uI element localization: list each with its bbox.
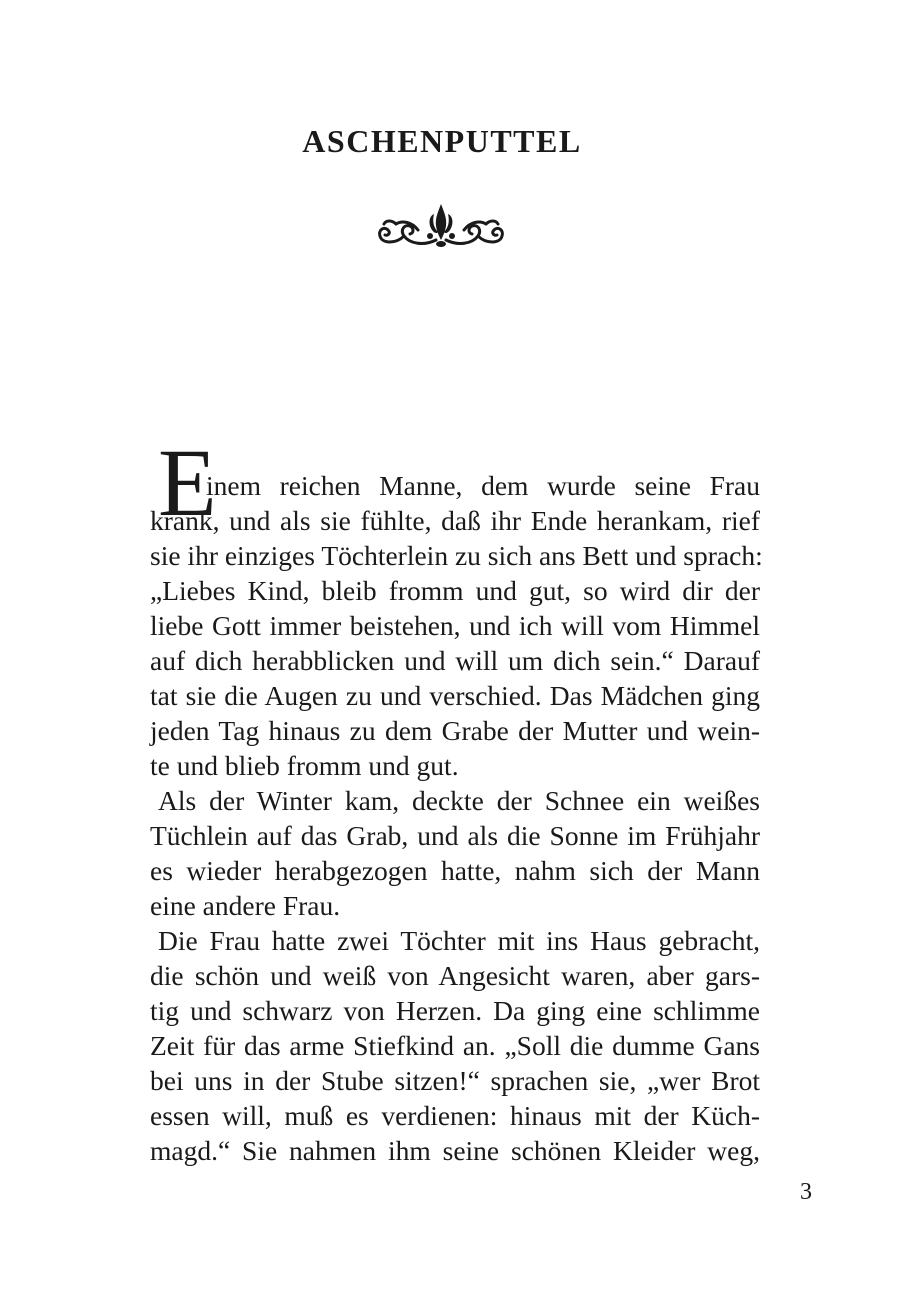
text-line: sie ihr einziges Töchterlein zu sich ans Bett und sprach: bbox=[150, 540, 763, 571]
fleuron-ornament-icon bbox=[374, 200, 508, 252]
text-line: „Liebes Kind, bleib fromm und gut, so wird dir der bbox=[150, 575, 760, 606]
text-line: Tüchlein auf das Grab, und als die Sonne im Frühjahr bbox=[150, 820, 760, 851]
text-line: es wieder herabgezogen hatte, nahm sich der Mann bbox=[150, 855, 760, 886]
text-line: magd.“ Sie nahmen ihm seine schönen Kleider weg, bbox=[150, 1135, 760, 1166]
text-line: tat sie die Augen zu und verschied. Das Mädchen ging bbox=[150, 680, 760, 711]
drop-cap: E bbox=[158, 429, 217, 536]
text-line: jeden Tag hinaus zu dem Grabe der Mutter und wein- bbox=[150, 715, 760, 746]
text-line: die schön und weiß von Angesicht waren, aber gars- bbox=[150, 960, 760, 991]
page-number: 3 bbox=[800, 1179, 812, 1205]
text-line: Als der Winter kam, deckte der Schnee ein weißes bbox=[158, 785, 760, 816]
text-line: tig und schwarz von Herzen. Da ging eine schlimme bbox=[150, 995, 760, 1026]
text-line: eine andere Frau. bbox=[150, 890, 341, 921]
text-line: inem reichen Manne, dem wurde seine Frau bbox=[206, 470, 760, 501]
text-line: krank, und als sie fühlte, daß ihr Ende herankam, rief bbox=[150, 505, 760, 536]
chapter-title: ASCHENPUTTEL bbox=[302, 123, 582, 159]
text-line: essen will, muß es verdienen: hinaus mit der Küch- bbox=[150, 1100, 760, 1131]
text-line: auf dich herabblicken und will um dich sein.“ Darauf bbox=[150, 645, 760, 676]
text-line: liebe Gott immer beistehen, und ich will vom Himmel bbox=[150, 610, 760, 641]
text-line: Zeit für das arme Stiefkind an. „Soll die dumme Gans bbox=[150, 1030, 760, 1061]
text-line: te und blieb fromm und gut. bbox=[150, 750, 459, 781]
text-line: Die Frau hatte zwei Töchter mit ins Haus gebracht, bbox=[158, 925, 760, 956]
text-line: bei uns in der Stube sitzen!“ sprachen sie, „wer Brot bbox=[150, 1065, 760, 1096]
